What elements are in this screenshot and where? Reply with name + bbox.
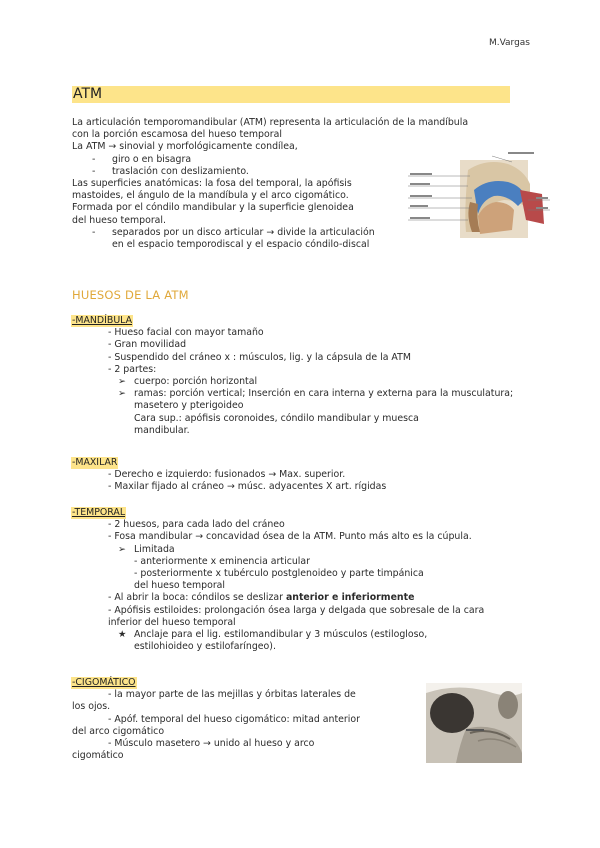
text-line: cigomático	[72, 750, 124, 762]
list-item: ★ Anclaje para el lig. estilomandibular y 3 músculos (estilogloso, estilohioideo y estilofaríngeo).	[118, 629, 428, 653]
intro-line: Formada por el cóndilo mandibular y la superficie glenoidea	[72, 202, 354, 214]
maxilar-section	[72, 457, 522, 494]
list-item: - giro o en bisagra	[92, 153, 192, 165]
list-item: - Suspendido del cráneo x : músculos, lig. y la cápsula de la ATM	[108, 351, 411, 363]
list-item: - Hueso facial con mayor tamaño	[108, 327, 264, 339]
arrow-bullet-icon: ➢	[118, 388, 126, 400]
cigomatico-section	[72, 677, 392, 762]
page-title: ATM	[73, 86, 103, 102]
list-item: - 2 huesos, para cada lado del cráneo	[108, 519, 285, 531]
author-name: M.Vargas	[488, 38, 530, 48]
list-item: - 2 partes:	[108, 363, 157, 375]
intro-line: La ATM → sinovial y morfológicamente condílea,	[72, 141, 298, 153]
list-item: - anteriormente x eminencia articular	[134, 555, 310, 567]
list-item: - Fosa mandibular → concavidad ósea de la ATM. Punto más alto es la cúpula.	[108, 531, 472, 543]
list-item: - Derecho e izquierdo: fusionados → Max. superior.	[108, 469, 346, 481]
list-item: - Gran movilidad	[108, 339, 187, 351]
text-line: - Apóf. temporal del hueso cigomático: mitad anterior	[108, 713, 360, 725]
star-bullet-icon: ★	[118, 629, 127, 641]
zygomatic-illustration	[426, 683, 522, 763]
text-line: - Músculo masetero → unido al hueso y arco	[108, 738, 315, 750]
text-line: los ojos.	[72, 701, 111, 713]
list-item: - Maxilar fijado al cráneo → músc. adyacentes X art. rígidas	[108, 481, 387, 493]
intro-line: La articulación temporomandibular (ATM) representa la articulación de la mandíbula	[72, 117, 469, 128]
intro-line: Las superficies anatómicas: la fosa del temporal, la apófisis	[72, 178, 352, 190]
list-item: ➢ ramas: porción vertical; Inserción en cara interna y externa para la musculatura; masetero y pterigoideo	[118, 388, 514, 412]
list-item: - traslación con deslizamiento.	[92, 165, 249, 177]
text-line: - la mayor parte de las mejillas y órbitas laterales de	[108, 689, 356, 701]
section-header: -MANDÍBULA	[72, 315, 133, 326]
section-title: HUESOS DE LA ATM	[72, 288, 189, 302]
arrow-bullet-icon: ➢	[118, 543, 126, 555]
list-item: - posteriormente x tubérculo postglenoideo y parte timpánica del hueso temporal	[134, 568, 424, 592]
tmj-illustration	[408, 150, 550, 242]
section-header: -TEMPORAL	[72, 507, 126, 518]
list-item: - Apófisis estiloides: prolongación ósea larga y delgada que sobresale de la cara inferior del hueso temporal	[108, 604, 485, 628]
list-item: ➢ cuerpo: porción horizontal	[118, 376, 258, 388]
arrow-bullet-icon: ➢	[118, 376, 126, 388]
list-item: ➢ Limitada	[118, 543, 175, 555]
list-item: - separados por un disco articular → divide la articulación en el espacio temporodiscal y el espacio cóndilo-discal	[92, 226, 375, 251]
mandibula-section	[72, 315, 522, 437]
title-highlight	[72, 86, 510, 103]
text-line: del arco cigomático	[72, 725, 165, 737]
intro-line: del hueso temporal.	[72, 214, 167, 226]
temporal-section	[72, 507, 522, 653]
section-header: -MAXILAR	[72, 457, 118, 468]
section-header: -CIGOMÁTICO	[72, 677, 136, 688]
intro-line: con la porción escamosa del hueso temporal	[72, 129, 282, 141]
list-item: - Al abrir la boca: cóndilos se deslizar anterior e inferiormente	[108, 592, 415, 604]
list-item: Cara sup.: apófisis coronoides, cóndilo mandibular y muesca mandibular.	[134, 412, 419, 436]
intro-line: mastoides, el ángulo de la mandíbula y el arco cigomático.	[72, 190, 349, 202]
